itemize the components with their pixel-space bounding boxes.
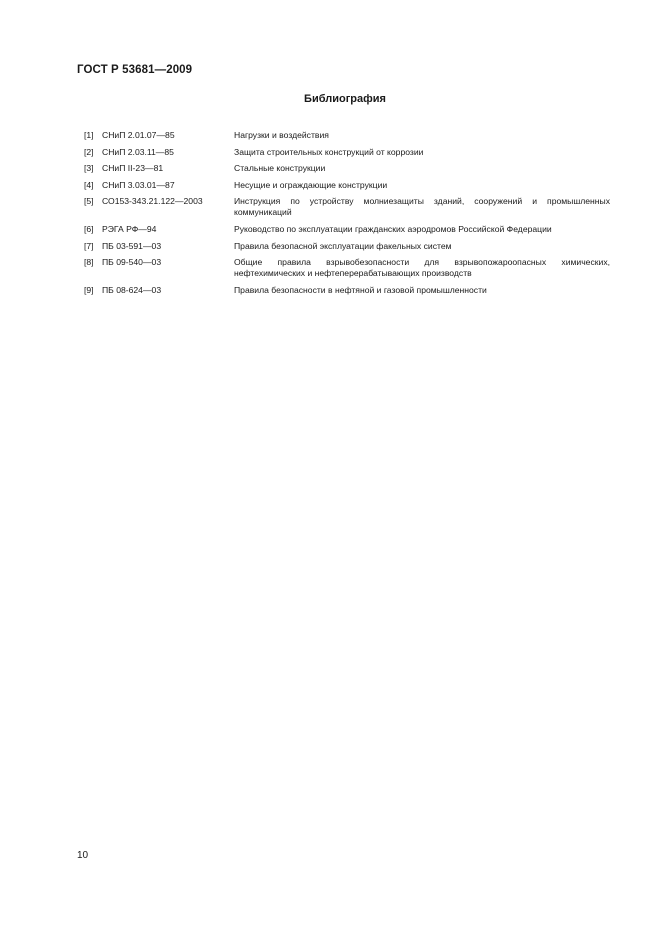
bibliography-entry	[84, 285, 610, 296]
entry-title: Стальные конструкции	[234, 163, 326, 173]
entry-number: [9]	[84, 285, 94, 295]
entry-title: Инструкция по устройству молниезащиты зданий, сооружений и промышленных коммуникаций	[234, 196, 610, 217]
entry-number: [7]	[84, 240, 94, 251]
entry-code: СНиП 2.01.07—85	[102, 130, 175, 140]
entry-title: Правила безопасности в нефтяной и газовой промышленности	[234, 285, 487, 295]
entry-code: РЭГА РФ—94	[102, 224, 157, 234]
bibliography-entry	[84, 224, 610, 235]
entry-title: Нагрузки и воздействия	[234, 130, 329, 140]
entry-number: [4]	[84, 179, 94, 190]
entry-code: СНиП 3.03.01—87	[102, 179, 175, 190]
entry-number: [2]	[84, 146, 94, 157]
bibliography-entry	[84, 163, 610, 174]
entry-code: ПБ 09-540—03	[102, 257, 162, 267]
bibliography-entry	[84, 196, 610, 217]
entry-code: ПБ 08-624—03	[102, 285, 162, 295]
entry-code: СНиП 2.03.11—85	[102, 146, 174, 157]
section-title: Библиография	[304, 93, 386, 105]
page-number: 10	[77, 850, 89, 861]
entry-title: Правила безопасной эксплуатации факельных систем	[234, 240, 452, 251]
document-header: ГОСТ Р 53681—2009	[77, 64, 193, 76]
entry-title: Руководство по эксплуатации гражданских аэродромов Российской Федерации	[234, 224, 552, 234]
entry-code: СО153-343.21.122—2003	[102, 196, 203, 206]
entry-number: [8]	[84, 257, 94, 267]
bibliography-list	[84, 130, 610, 302]
entry-title: Общие правила взрывобезопасности для взрывопожароопасных химических, нефтехимических и нефтеперерабатывающих производств	[234, 257, 610, 278]
entry-number: [5]	[84, 196, 94, 206]
bibliography-entry	[84, 147, 610, 158]
entry-title: Несущие и ограждающие конструкции	[234, 179, 388, 190]
entry-number: [1]	[84, 130, 94, 140]
entry-code: СНиП II-23—81	[102, 163, 164, 173]
entry-number: [3]	[84, 163, 94, 173]
bibliography-entry	[84, 241, 610, 252]
entry-title: Защита строительных конструкций от коррозии	[234, 146, 424, 157]
bibliography-entry	[84, 180, 610, 191]
bibliography-entry	[84, 130, 610, 141]
entry-number: [6]	[84, 224, 94, 234]
entry-code: ПБ 03-591—03	[102, 240, 162, 251]
bibliography-entry	[84, 257, 610, 278]
